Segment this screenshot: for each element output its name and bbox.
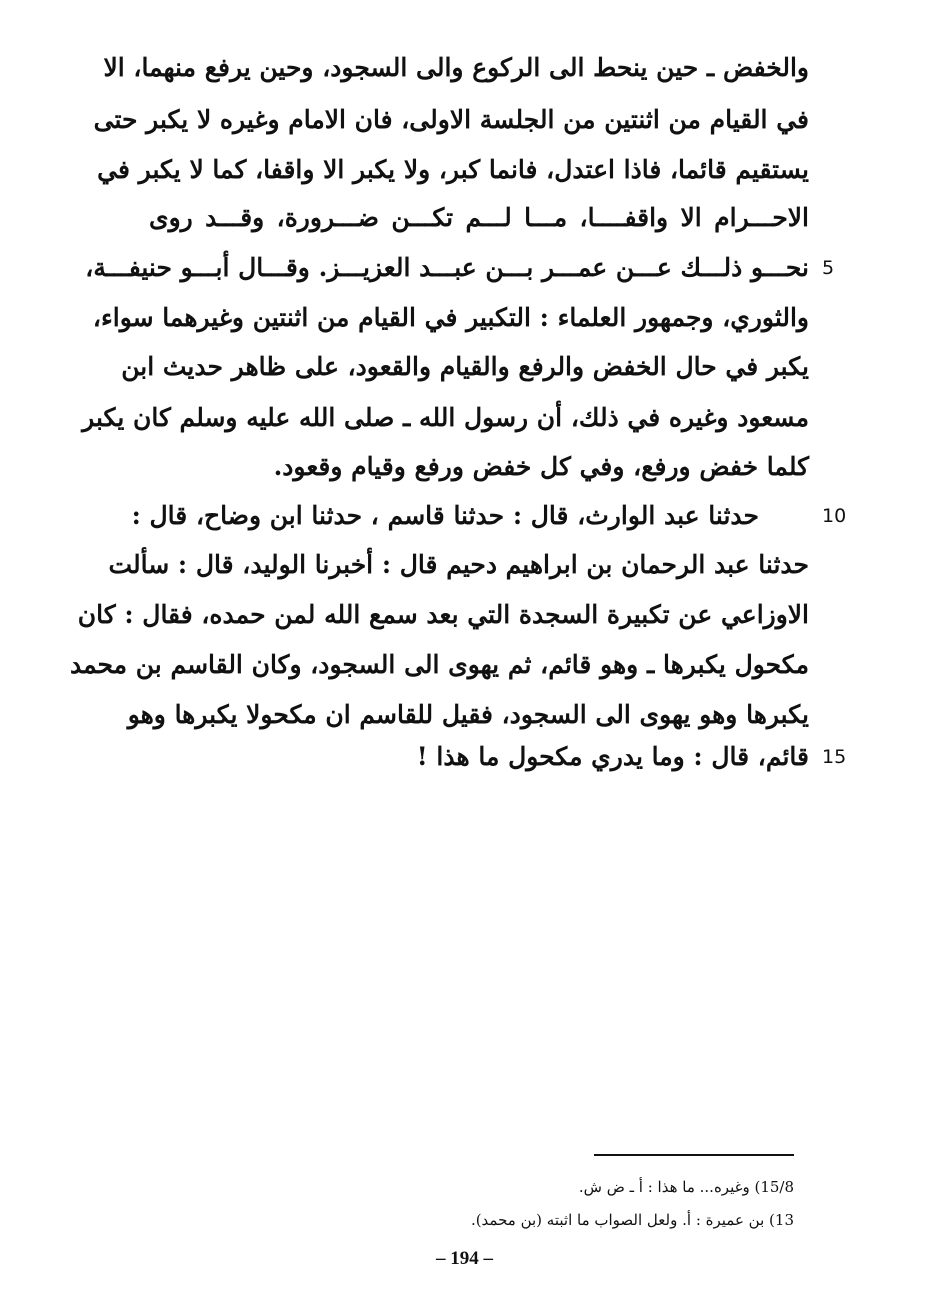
text-line-3: يستقيم قائما، فاذا اعتدل، فانما كبر، ولا يكبر الا واقفا، كما لا يكبر في (97, 155, 809, 184)
footnote-separator (594, 1154, 794, 1156)
text-line-1: والخفض ـ حين ينحط الى الركوع والى السجود، وحين يرفع منهما، الا (103, 53, 809, 82)
page-number: – 194 – (436, 1248, 493, 1269)
line-number-15: 15 (822, 746, 847, 768)
text-line-9: كلما خفض ورفع، وفي كل خفض ورفع وقيام وقعود. (273, 452, 809, 481)
text-line-13: مكحول يكبرها ـ وهو قائم، ثم يهوى الى السجود، وكان القاسم بن محمد (69, 650, 809, 679)
text-line-4: الاحـــرام الا واقفــــا، مـــا لـــم تكـــن ضـــرورة، وقـــد روى (149, 203, 809, 232)
line-number-10: 10 (822, 505, 847, 527)
text-line-12: الاوزاعي عن تكبيرة السجدة التي بعد سمع الله لمن حمده، فقال : كان (77, 600, 809, 629)
text-line-8: مسعود وغيره في ذلك، أن رسول الله ـ صلى الله عليه وسلم كان يكبر (82, 403, 809, 432)
text-line-2: في القيام من اثنتين من الجلسة الاولى، فان الامام وغيره لا يكبر حتى (93, 105, 809, 134)
text-line-7: يكبر في حال الخفض والرفع والقيام والقعود، على ظاهر حديث ابن (121, 352, 809, 381)
text-line-14: يكبرها وهو يهوى الى السجود، فقيل للقاسم ان مكحولا يكبرها وهو (127, 700, 809, 729)
text-line-11: حدثنا عبد الرحمان بن ابراهيم دحيم قال : أخبرنا الوليد، قال : سألت (108, 550, 809, 579)
text-line-15: قائم، قال : وما يدري مكحول ما هذا ! (416, 742, 809, 771)
text-line-10: حدثنا عبد الوارث، قال : حدثنا قاسم ، حدثنا ابن وضاح، قال : (131, 501, 759, 530)
footnote-2: 13) بن عميرة : أ. ولعل الصواب ما اثبته (بن محمد). (470, 1211, 794, 1229)
text-line-6: والثوري، وجمهور العلماء : التكبير في القيام من اثنتين وغيرهما سواء، (92, 303, 809, 332)
text-line-5: نحـــو ذلـــك عـــن عمـــر بـــن عبـــد العزيـــز. وقـــال أبـــو حنيفـــة، (85, 253, 809, 282)
footnote-1: 15/8) وغيره... ما هذا : أ ـ ض ش. (578, 1178, 794, 1196)
line-number-5: 5 (822, 257, 835, 279)
